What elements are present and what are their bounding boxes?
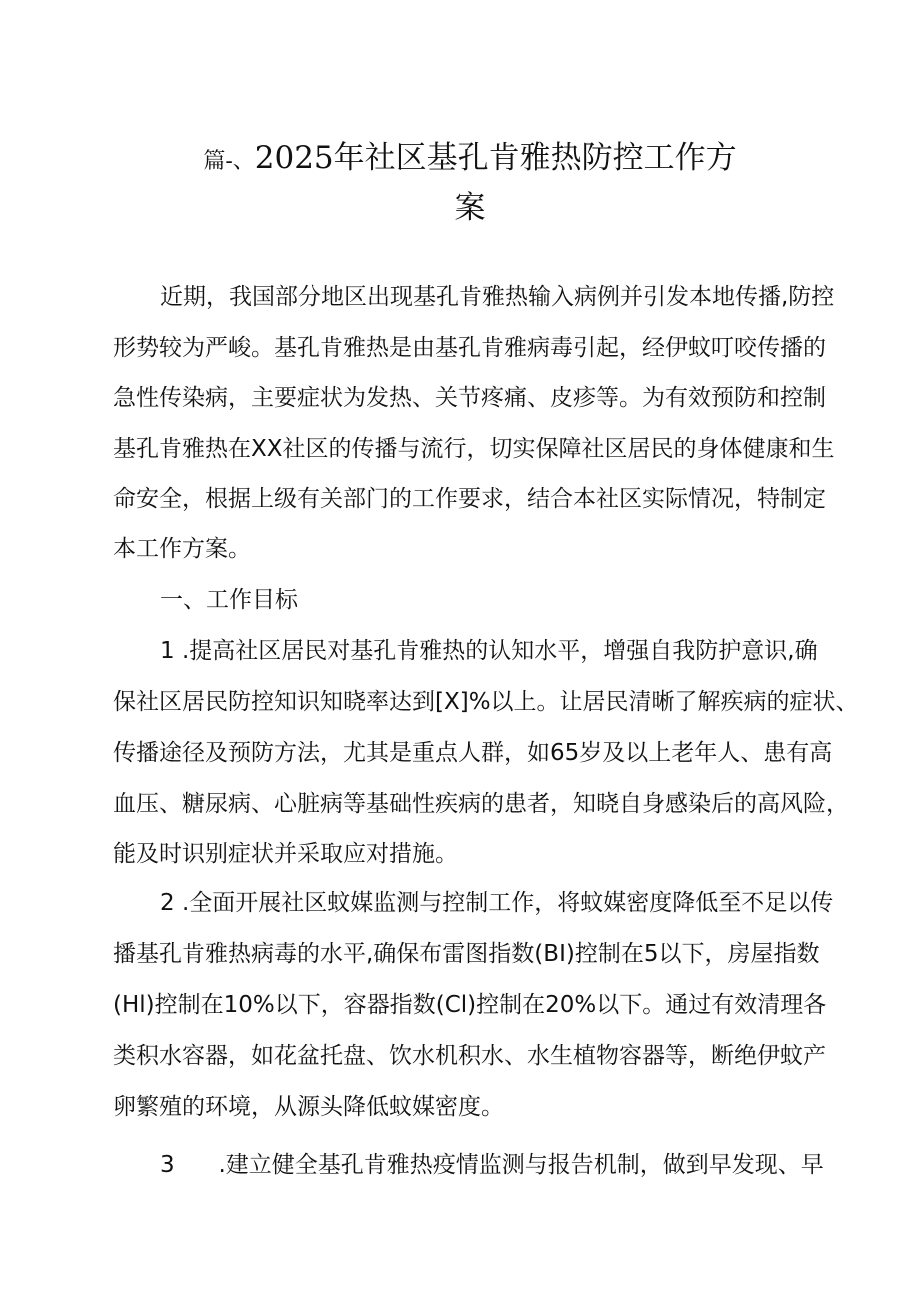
goal-2-line-4: 类积水容器，如花盆托盘、饮水机积水、水生植物容器等，断绝伊蚊产 bbox=[113, 1043, 826, 1069]
intro-line-5: 命安全，根据上级有关部门的工作要求，结合本社区实际情况，特制定 bbox=[113, 486, 826, 512]
goal-1-line-1: 1 .提高社区居民对基孔肯雅热的认知水平，增强自我防护意识,确 bbox=[160, 638, 818, 664]
document-title-line-2: 案 bbox=[454, 190, 486, 226]
intro-line-1: 近期，我国部分地区出现基孔肯雅热输入病例并引发本地传播,防控 bbox=[160, 284, 835, 310]
goal-2-line-3: (Hl)控制在10%以下，容器指数(Cl)控制在20%以下。通过有效清理各 bbox=[113, 992, 827, 1018]
goal-3-line-1: 3 .建立健全基孔肯雅热疫情监测与报告机制，做到早发现、早 bbox=[160, 1152, 824, 1178]
intro-line-3: 急性传染病，主要症状为发热、关节疼痛、皮疹等。为有效预防和控制 bbox=[113, 385, 826, 411]
goal-1-line-4: 血压、糖尿病、心脏病等基础性疾病的患者，知晓自身感染后的高风险， bbox=[113, 791, 849, 817]
document-title-line-1 bbox=[120, 140, 820, 180]
intro-line-4: 基孔肯雅热在XX社区的传播与流行，切实保障社区居民的身体健康和生 bbox=[113, 436, 835, 462]
title-prefix: 篇-、 bbox=[203, 149, 255, 174]
goal-2-line-2: 播基孔肯雅热病毒的水平,确保布雷图指数(BI)控制在5以下，房屋指数 bbox=[113, 941, 820, 967]
section-heading-goals: 一、工作目标 bbox=[160, 587, 298, 613]
intro-line-6: 本工作方案。 bbox=[113, 536, 251, 562]
goal-1-line-5: 能及时识别症状并采取应对措施。 bbox=[113, 841, 458, 867]
goal-2-line-1: 2 .全面开展社区蚊媒监测与控制工作，将蚊媒密度降低至不足以传 bbox=[160, 890, 834, 916]
goal-1-line-2: 保社区居民防控知识知晓率达到[X]%以上。让居民清晰了解疾病的症状、 bbox=[113, 689, 859, 715]
goal-1-line-3: 传播途径及预防方法，尤其是重点人群，如65岁及以上老年人、患有高 bbox=[113, 740, 833, 766]
title-text-line-1: 2025年社区基孔肯雅热防控工作方 bbox=[254, 140, 737, 176]
goal-2-line-5: 卵繁殖的环境，从源头降低蚊媒密度。 bbox=[113, 1094, 504, 1120]
intro-line-2: 形势较为严峻。基孔肯雅热是由基孔肯雅病毒引起，经伊蚊叮咬传播的 bbox=[113, 335, 826, 361]
